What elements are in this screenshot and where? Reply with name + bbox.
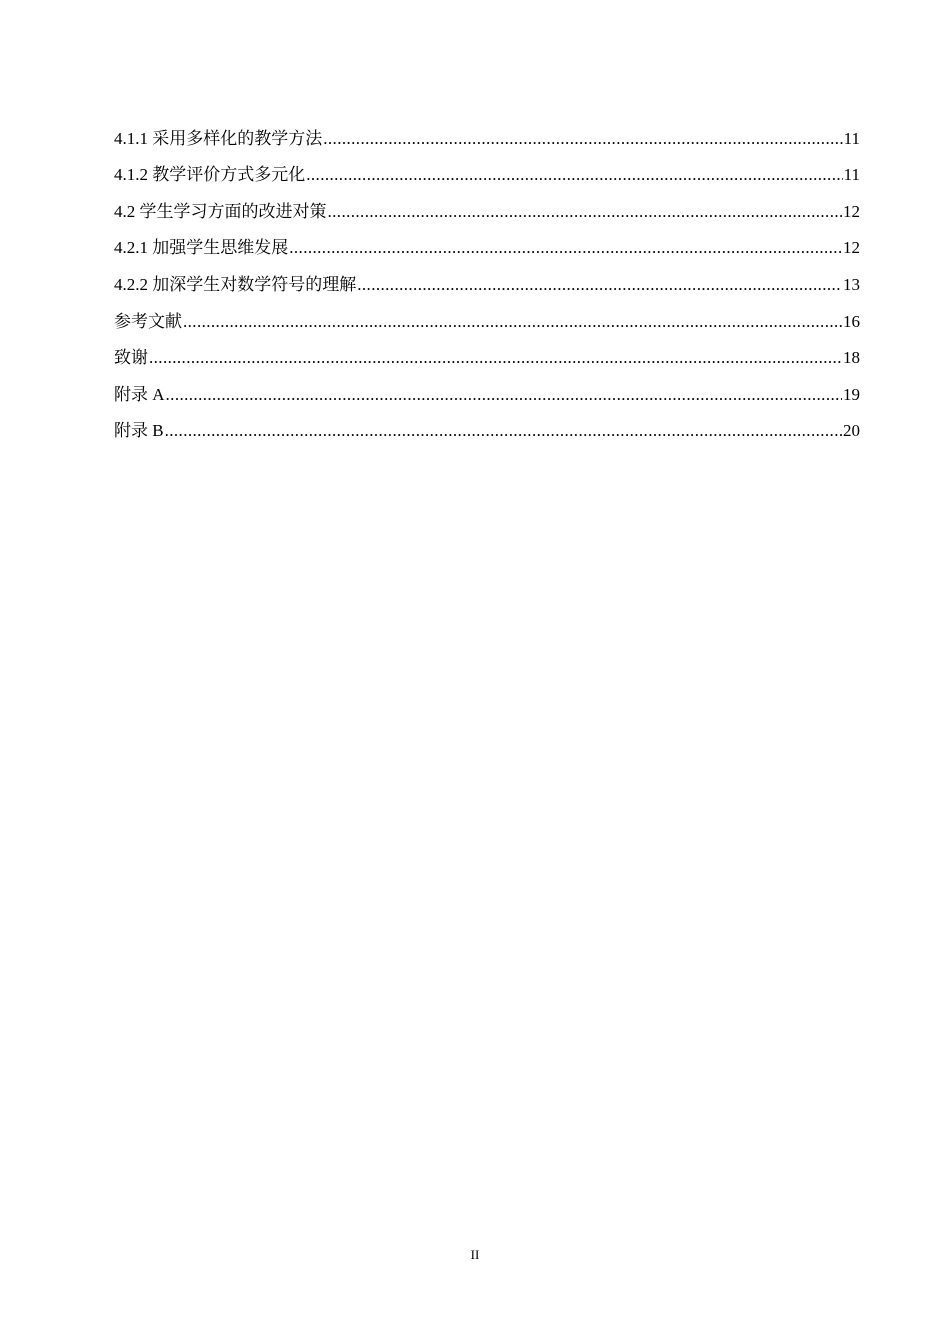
toc-entry-page: 12 — [843, 238, 860, 258]
toc-entry-title: 附录 A — [114, 384, 165, 404]
toc-entry-title: 参考文献 — [114, 311, 182, 331]
toc-entry-title: 4.1.2 教学评价方式多元化 — [114, 165, 306, 185]
toc-entry[interactable] — [114, 114, 860, 151]
toc-entry-title: 4.2.2 加深学生对数学符号的理解 — [114, 274, 357, 294]
toc-dot-leader — [357, 273, 842, 297]
toc-entry[interactable] — [114, 407, 860, 444]
toc-entry[interactable] — [114, 260, 860, 297]
page-number: II — [470, 1247, 480, 1262]
toc-entry-title: 4.2 学生学习方面的改进对策 — [114, 201, 327, 221]
toc-dot-leader — [149, 346, 842, 370]
toc-entry-page: 16 — [843, 311, 860, 331]
toc-entry[interactable] — [114, 224, 860, 261]
toc-dot-leader — [289, 236, 842, 260]
toc-entry-title: 4.1.1 采用多样化的教学方法 — [114, 128, 323, 148]
toc-dot-leader — [165, 419, 842, 443]
toc-entry[interactable] — [114, 151, 860, 188]
toc-dot-leader — [183, 310, 842, 334]
toc-entry[interactable] — [114, 297, 860, 334]
toc-dot-leader — [323, 127, 842, 151]
toc-entry-page: 13 — [843, 274, 860, 294]
toc-entry[interactable] — [114, 370, 860, 407]
table-of-contents — [114, 114, 860, 443]
toc-dot-leader — [166, 383, 842, 407]
toc-entry-page: 12 — [843, 201, 860, 221]
toc-entry-title: 附录 B — [114, 421, 164, 441]
toc-entry-title: 致谢 — [114, 348, 148, 368]
toc-entry-page: 11 — [843, 128, 860, 148]
toc-entry-page: 20 — [843, 421, 860, 441]
toc-entry-title: 4.2.1 加强学生思维发展 — [114, 238, 289, 258]
toc-dot-leader — [328, 200, 843, 224]
toc-dot-leader — [306, 163, 842, 187]
toc-entry[interactable] — [114, 187, 860, 224]
toc-entry-page: 11 — [843, 165, 860, 185]
toc-entry-page: 18 — [843, 348, 860, 368]
toc-entry-page: 19 — [843, 384, 860, 404]
toc-entry[interactable] — [114, 334, 860, 371]
